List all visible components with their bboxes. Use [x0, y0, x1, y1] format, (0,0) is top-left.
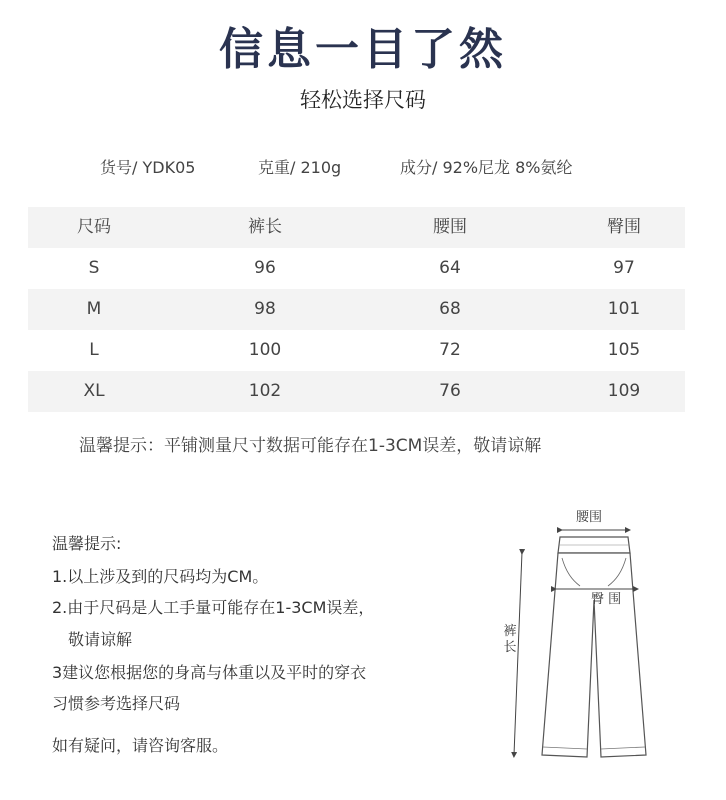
waist-cell: 76: [439, 381, 461, 401]
size-cell: S: [88, 258, 100, 278]
fabric-weight: 克重/ 210g: [258, 158, 342, 177]
item-number: 货号/ YDK05: [100, 158, 196, 177]
hip-cell: 109: [607, 381, 641, 401]
hip-label: 臀 围: [591, 592, 622, 607]
table-row: [28, 289, 685, 330]
header-length: 裤长: [248, 217, 282, 237]
length-label: 裤长: [503, 624, 517, 655]
page-title: 信息一目了然: [219, 24, 507, 75]
tip-line: 2.由于尺码是人工手量可能存在1-3CM误差，: [52, 598, 375, 617]
hip-cell: 105: [607, 340, 641, 360]
pants-diagram: [500, 500, 650, 770]
table-row: [28, 371, 685, 412]
hip-cell: 97: [613, 258, 635, 278]
waist-label: 腰围: [576, 510, 603, 525]
header-size: 尺码: [77, 217, 111, 237]
waist-cell: 72: [439, 340, 461, 360]
size-table: [28, 207, 685, 412]
hip-cell: 101: [607, 299, 641, 319]
header-hip: 臀围: [607, 217, 641, 237]
waist-cell: 68: [439, 299, 461, 319]
size-cell: XL: [83, 381, 105, 401]
table-header-row: [28, 207, 685, 248]
tip-line: 1.以上涉及到的尺码均为CM。: [52, 567, 269, 586]
table-row: [28, 248, 685, 289]
header-waist: 腰围: [433, 217, 467, 237]
tip-line: 敬请谅解: [68, 630, 133, 649]
length-cell: 96: [254, 258, 276, 278]
pants-outline-icon: [500, 500, 650, 770]
fabric-composition: 成分/ 92%尼龙 8%氨纶: [400, 158, 573, 177]
tip-line: 3建议您根据您的身高与体重以及平时的穿衣: [52, 663, 367, 682]
tip-line: 如有疑问，请咨询客服。: [52, 736, 229, 755]
tips-heading: 温馨提示:: [52, 534, 122, 553]
length-cell: 98: [254, 299, 276, 319]
measurement-note: 温馨提示：平铺测量尺寸数据可能存在1-3CM误差，敬请谅解: [79, 436, 542, 456]
waist-cell: 64: [439, 258, 461, 278]
tip-line: 习惯参考选择尺码: [52, 694, 181, 713]
size-cell: L: [89, 340, 99, 360]
table-row: [28, 330, 685, 371]
size-cell: M: [86, 299, 102, 319]
length-cell: 102: [248, 381, 282, 401]
page-subtitle: 轻松选择尺码: [300, 88, 426, 112]
length-cell: 100: [248, 340, 282, 360]
